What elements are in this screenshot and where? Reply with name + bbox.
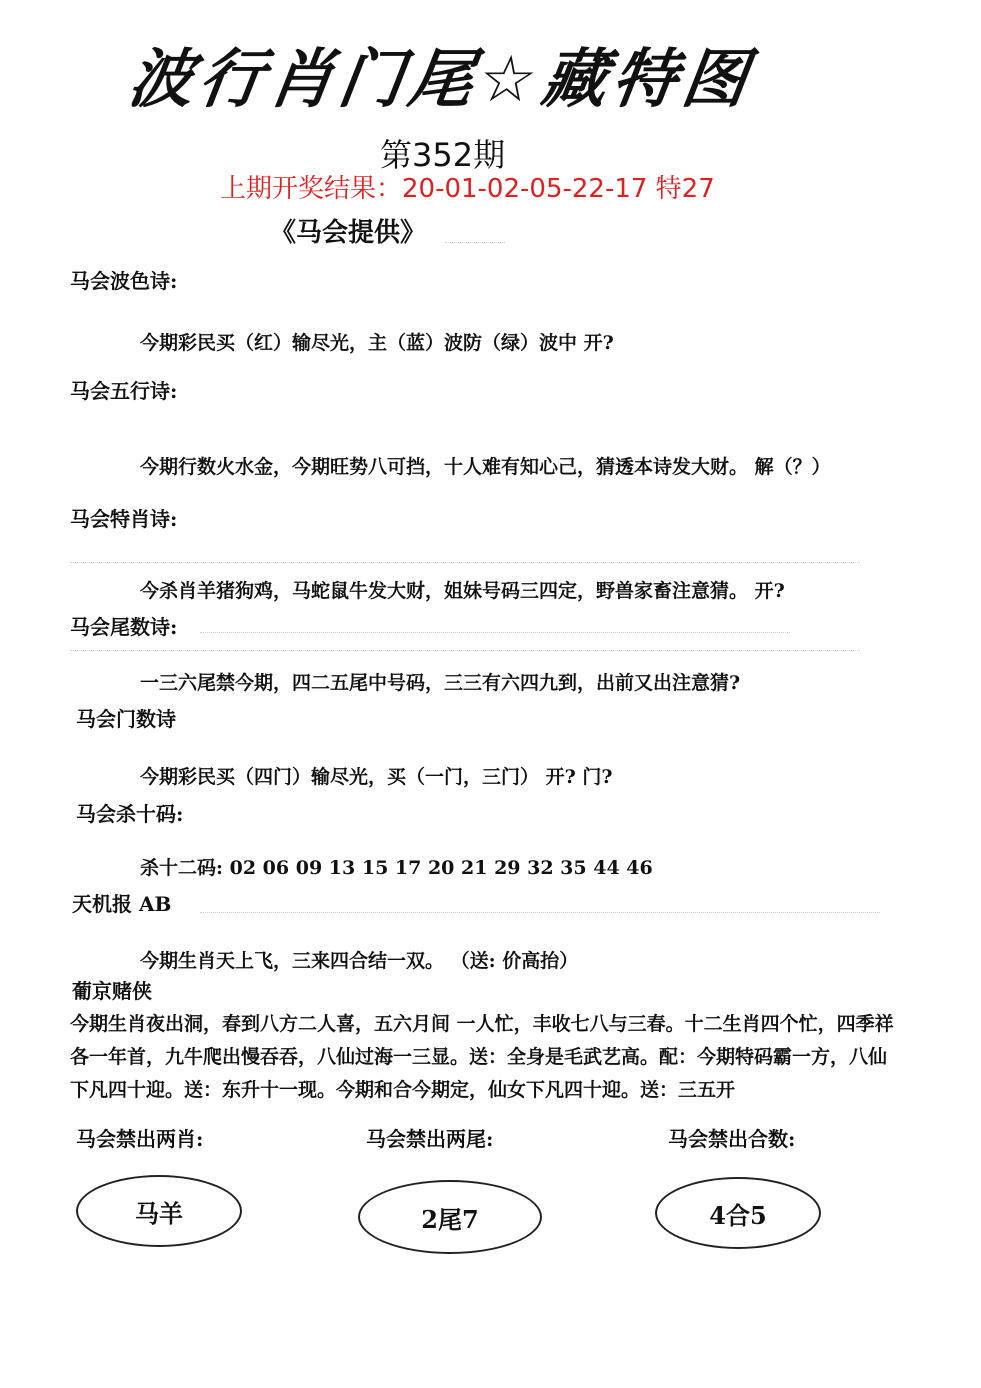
section-heading-element-poem: 马会五行诗: <box>70 379 178 403</box>
section-heading-color-poem: 马会波色诗: <box>70 269 178 293</box>
ban-value-zodiac <box>76 1175 242 1247</box>
ban-value-sum-text: 4合5 <box>709 1200 767 1230</box>
section-heading-kill-numbers: 马会杀十码: <box>76 802 184 826</box>
divider <box>70 562 860 563</box>
ban-heading-sum: 马会禁出合数: <box>668 1127 796 1151</box>
ban-value-zodiac-text: 马羊 <box>135 1198 183 1228</box>
section-text-tianji: 今期生肖天上飞，三来四合结一双。 （送: 价高抬） <box>140 950 579 972</box>
section-text-zodiac-poem: 今杀肖羊猪狗鸡，马蛇鼠牛发大财，姐妹号码三四定，野兽家畜注意猜。 开? <box>140 580 785 602</box>
ban-value-tail <box>358 1180 542 1254</box>
page-title: 波行肖门尾☆藏特图 <box>123 43 758 117</box>
section-heading-gambler: 葡京赌侠 <box>72 979 152 1003</box>
section-heading-gate-poem: 马会门数诗 <box>76 707 176 731</box>
divider <box>200 912 880 913</box>
section-heading-tianji: 天机报 AB <box>72 892 172 916</box>
section-text-color-poem: 今期彩民买（红）输尽光，主（蓝）波防（绿）波中 开? <box>140 332 614 354</box>
section-text-tail-poem: 一三六尾禁今期，四二五尾中号码，三三有六四九到，出前又出注意猜? <box>140 672 741 694</box>
divider <box>70 650 860 651</box>
section-text-gambler: 今期生肖夜出洞，春到八方二人喜，五六月间 一人忙，丰收七八与三春。十二生肖四个忙，四季祥各一年首，九牛爬出慢吞吞，八仙过海一三显。送：全身是毛武艺高。配：今期特码霸一方，八仙下凡四十迎。送：东升十一现。今期和合今期定，仙女下凡四十迎。送：三五开 <box>70 1013 894 1101</box>
section-heading-zodiac-poem: 马会特肖诗: <box>70 507 178 531</box>
section-text-gate-poem: 今期彩民买（四门）输尽光，买（一门，三门） 开? 门? <box>140 766 613 788</box>
section-heading-tail-poem: 马会尾数诗: <box>70 615 178 639</box>
divider <box>200 632 790 633</box>
provider-label: 《马会提供》 <box>270 218 427 248</box>
ban-value-sum <box>655 1177 821 1249</box>
issue-number: 第352期 <box>380 136 506 174</box>
section-text-kill-numbers: 杀十二码: 02 06 09 13 15 17 20 21 29 32 35 44 46 <box>140 857 653 879</box>
section-text-element-poem: 今期行数火水金，今期旺势八可挡，十人难有知心己，猜透本诗发大财。 解（？） <box>140 456 831 478</box>
ban-heading-tail: 马会禁出两尾: <box>366 1127 494 1151</box>
ban-value-tail-text: 2尾7 <box>421 1204 479 1234</box>
ban-heading-zodiac: 马会禁出两肖: <box>76 1127 204 1151</box>
last-result: 上期开奖结果：20-01-02-05-22-17 特27 <box>220 174 715 204</box>
divider <box>445 242 505 243</box>
